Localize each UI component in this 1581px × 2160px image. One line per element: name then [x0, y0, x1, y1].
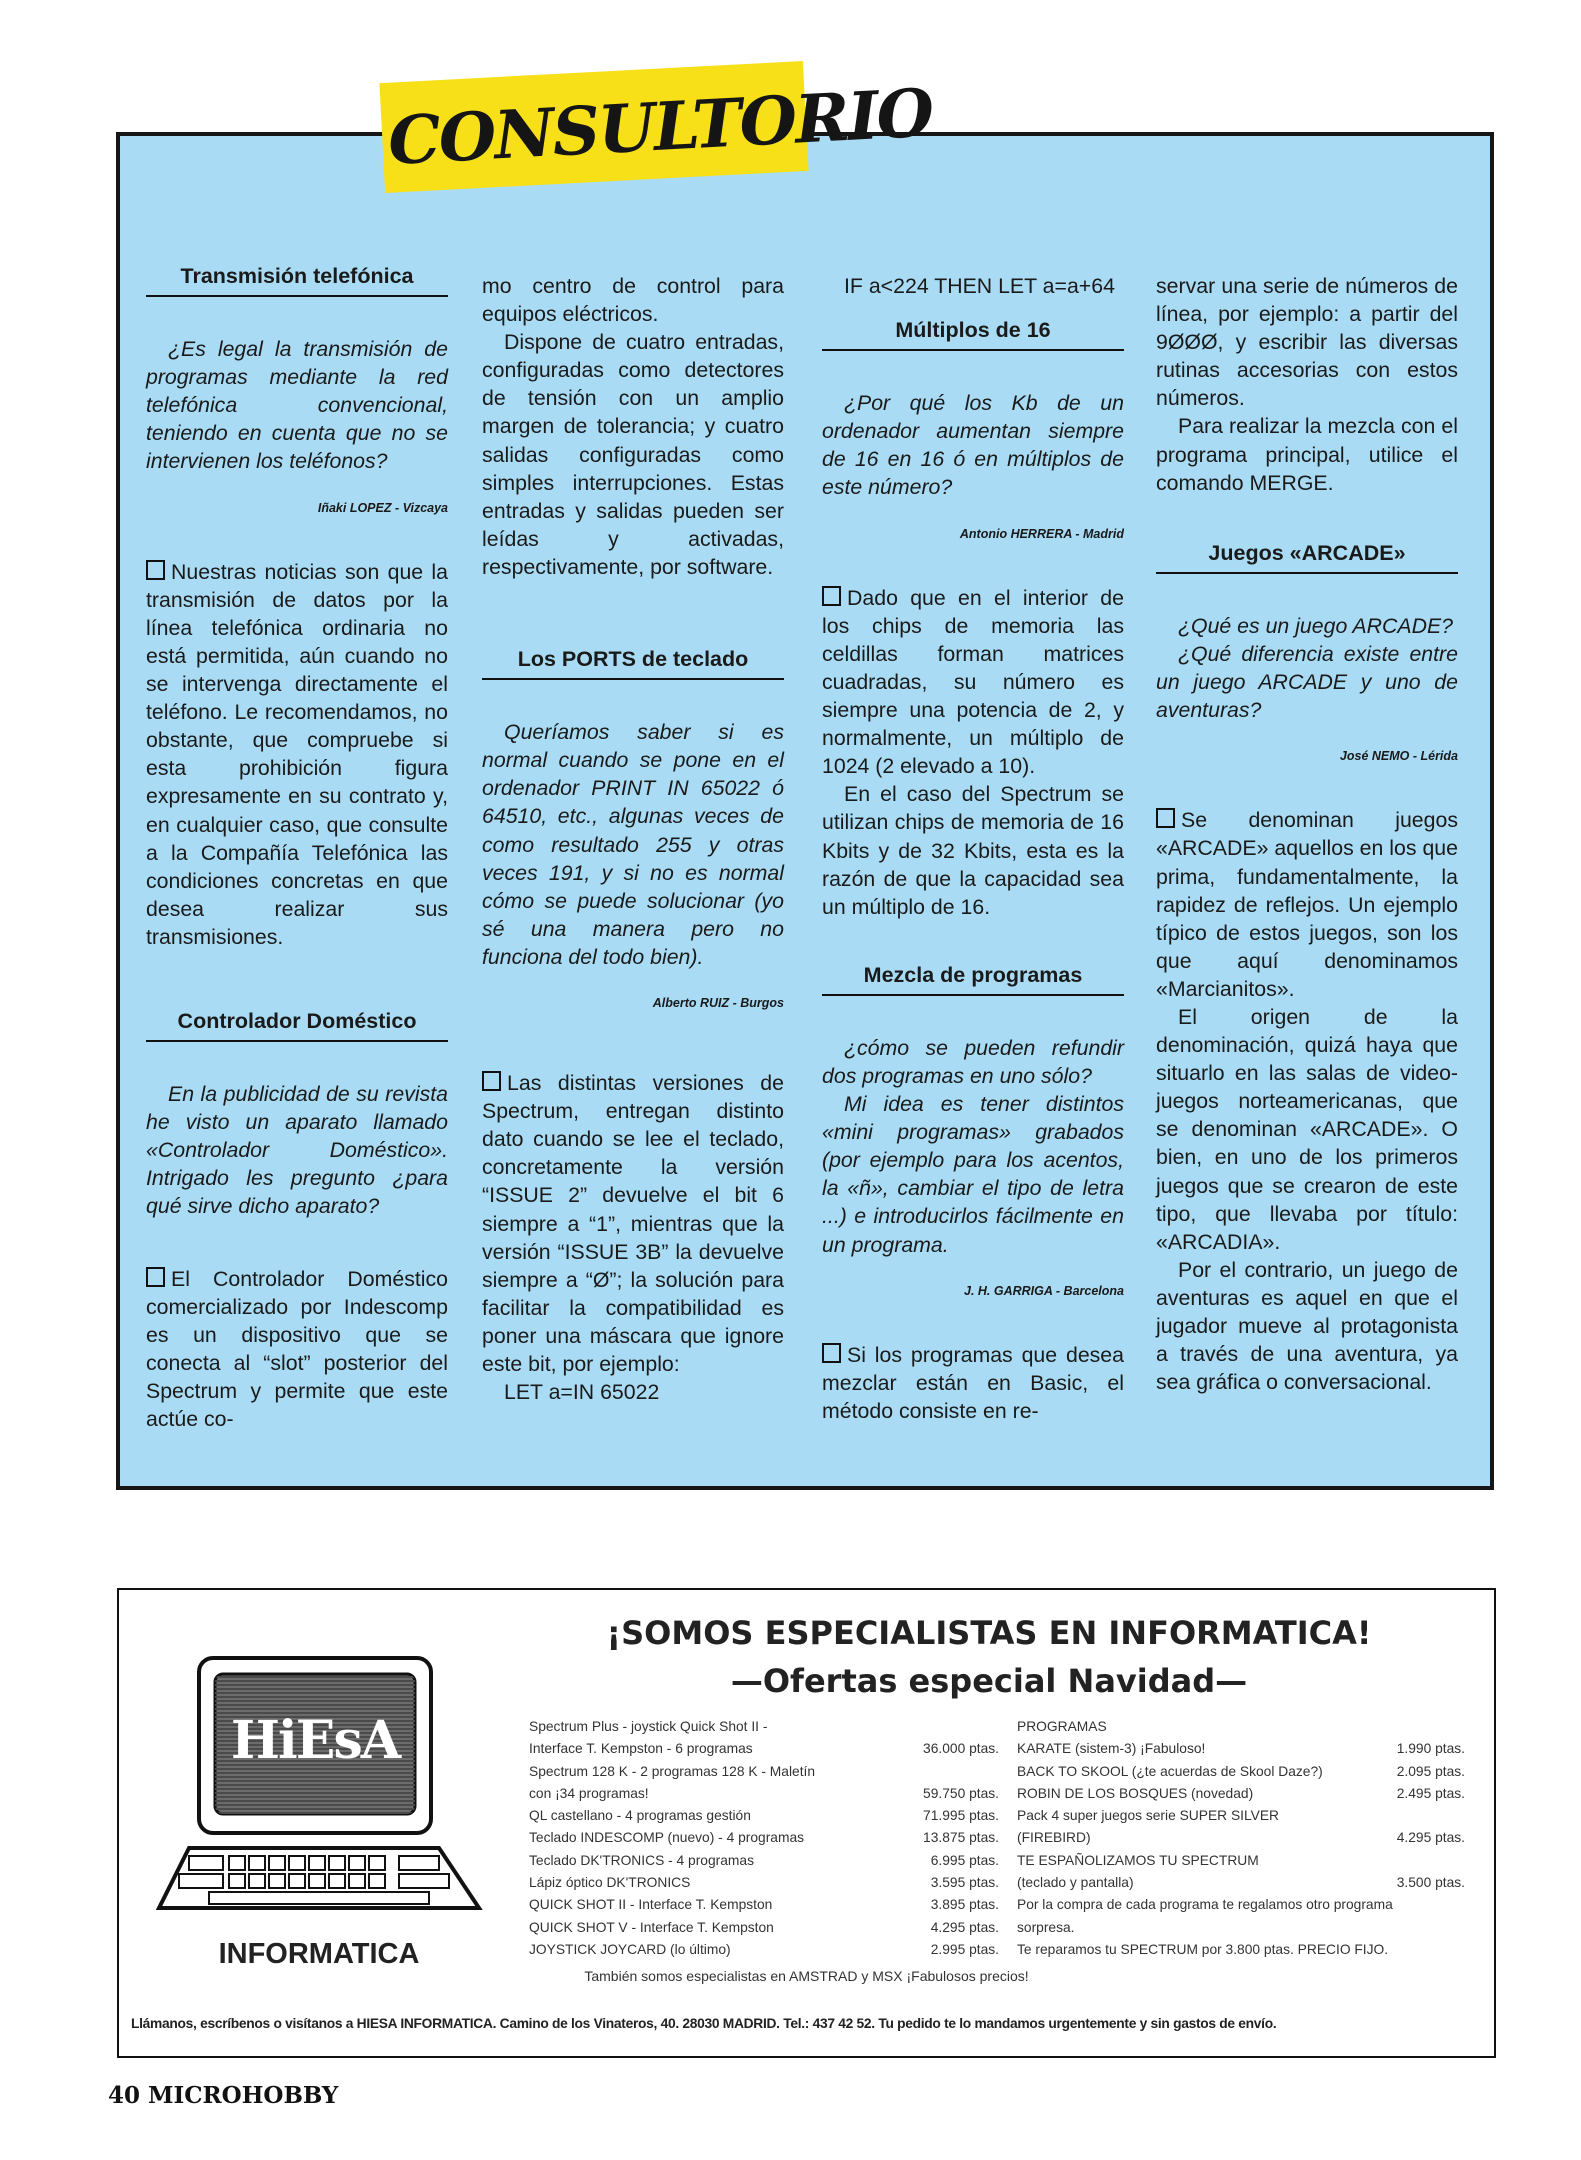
software-offers-list [1017, 1716, 1465, 1961]
offer-price: 2.095 ptas. [1396, 1763, 1465, 1779]
offer-row [1017, 1805, 1465, 1827]
offer-text: PROGRAMAS [1017, 1719, 1107, 1734]
offer-text: Teclado INDESCOMP (nuevo) - 4 programas [529, 1830, 805, 1846]
offer-text: sorpresa. [1017, 1919, 1075, 1935]
answer-text: Para realizar la mezcla con el programa principal, utilice el comando MERGE. [1156, 414, 1458, 495]
offer-row [1017, 1939, 1465, 1961]
answer-box-icon [822, 586, 841, 606]
answer-box-icon [146, 560, 165, 580]
answer-text: Nuestras noticias son que la transmisión de datos por la línea telefónica ordinaria no está permitida, aún cuando no se intervenga directamente el teléfono. Le recomendamos, no obstante, que compruebe si esta prohibición figura expresamente en su contrato y, en cualquier caso, que consulte a la Compañía Telefónica las condiciones concretas en que desea realizar sus transmisiones. [146, 559, 448, 949]
offer-row [529, 1872, 999, 1894]
question-text: ¿Por qué los Kb de un ordenador aumentan siempre de 16 en 16 ó en múltiplos de este número? [822, 391, 1124, 500]
ad-headline: ¡SOMOS ESPECIALISTAS EN INFORMATICA! [606, 1614, 1372, 1652]
offer-price: 6.995 ptas. [930, 1852, 999, 1868]
question-signature: Iñaki LOPEZ - Vizcaya [317, 500, 448, 515]
offer-row [1017, 1872, 1465, 1894]
answer-text: servar una serie de números de línea, por ejemplo: a partir del 9ØØØ, y escribir las diversas rutinas accesorias con estos números. [1156, 274, 1458, 411]
offer-row [529, 1827, 999, 1849]
offer-price: 3.895 ptas. [930, 1897, 999, 1913]
question-text: Queríamos saber si es normal cuando se pone en el ordenador PRINT IN 65022 ó 64510, etc., algunas veces de como resultado 255 y otras veces 191, y si no es normal cómo se puede solucionar (yo sé una manera pero no funciona del todo bien). [482, 720, 784, 969]
offer-row [529, 1917, 999, 1939]
ad-also-line: También somos especialistas en AMSTRAD y MSX ¡Fabulosos precios! [584, 1968, 1029, 1984]
offer-text: QUICK SHOT V - Interface T. Kempston [529, 1919, 774, 1935]
offer-price: 71.995 ptas. [923, 1808, 999, 1824]
offer-text: BACK TO SKOOL (¿te acuerdas de Skool Daze?) [1017, 1763, 1323, 1779]
question-text: En la publicidad de su revista he visto un aparato llamado «Controlador Doméstico». Intrigado les pregunto ¿para qué sirve dicho aparato? [146, 1082, 448, 1219]
answer-text: El Controlador Doméstico comercializado por Indescomp es un dispositivo que se conecta al “slot” posterior del Spectrum y permite que este actúe co- [146, 1266, 448, 1431]
brand-subtitle: INFORMATICA [218, 1938, 420, 1970]
offer-text: Por la compra de cada programa te regalamos otro programa [1017, 1897, 1393, 1913]
answer-text: Las distintas versiones de Spectrum, entregan distinto dato cuando se lee el teclado, concretamente la versión “ISSUE 2” devuelve el bit 6 siempre a “1”, mientras que la versión “ISSUE 3B” la devuelve siempre a “Ø”; la solución para facilitar la compatibilidad es poner una máscara que ignore este bit, por ejemplo: [482, 1071, 784, 1376]
offer-row [1017, 1917, 1465, 1939]
offer-row [529, 1738, 999, 1760]
answer-text: Por el contrario, un juego de aventuras es aquel en que el jugador mueve al protagonista a través de una aventura, ya sea gráfica o conversacional. [1156, 1257, 1458, 1395]
section-tag-title: CONSULTORIO [386, 73, 935, 180]
hardware-offers-list [529, 1716, 999, 1961]
section-title: Múltiplos de 16 [822, 316, 1124, 351]
question-text: ¿cómo se pueden refundir dos programas en uno sólo? [822, 1035, 1124, 1088]
offer-text: Lápiz óptico DK'TRONICS [529, 1875, 691, 1891]
offer-price: 2.995 ptas. [930, 1941, 999, 1957]
offer-row [1017, 1738, 1465, 1760]
section-title: Controlador Doméstico [146, 1007, 448, 1042]
offer-price: 4.295 ptas. [930, 1919, 999, 1935]
question-text: ¿Es legal la transmisión de programas mediante la red telefónica convencional, teniendo en cuenta que no se intervienen los teléfonos? [146, 337, 448, 474]
offer-text: Spectrum 128 K - 2 programas 128 K - Maletín [529, 1763, 816, 1779]
question-text: Mi idea es tener distintos «mini programas» grabados (por ejemplo para los acentos, la «ñ», cambiar el tipo de letra ...) e introducirlos fácilmente en un programa. [822, 1092, 1124, 1257]
column-4 [1156, 272, 1458, 1396]
offer-row [1017, 1716, 1465, 1738]
offer-row [1017, 1894, 1465, 1916]
question-signature: José NEMO - Lérida [1339, 749, 1458, 764]
answer-text: En el caso del Spectrum se utilizan chips de memoria de 16 Kbits y de 32 Kbits, esta es la razón de que la capacidad sea un múltiplo de 16. [822, 782, 1124, 919]
offer-text: Pack 4 super juegos serie SUPER SILVER [1017, 1808, 1280, 1824]
code-line: LET a=IN 65022 [504, 1380, 660, 1405]
offer-row [1017, 1827, 1465, 1849]
offer-text: KARATE (sistem-3) ¡Fabuloso! [1017, 1741, 1206, 1757]
column-1 [146, 250, 448, 1433]
offer-text: (teclado y pantalla) [1017, 1875, 1134, 1891]
column-2 [482, 272, 784, 1406]
answer-text: El origen de la denominación, quizá haya que situarlo en las salas de video-juegos norteamericanas, que se denominan «ARCADE». O bien, en uno de los primeros juegos que se crearon de este tipo, que llevaba por título: «ARCADIA». [1156, 1004, 1458, 1254]
answer-text: Dado que en el interior de los chips de memoria las celdillas forman matrices cuadradas, su número es siempre una potencia de 2, y normalmente, un múltiplo de 1024 (2 elevado a 10). [822, 585, 1124, 779]
offer-row [529, 1805, 999, 1827]
offer-row [529, 1939, 999, 1961]
offer-row [529, 1783, 999, 1805]
answer-box-icon [822, 1343, 841, 1363]
offer-text: JOYSTICK JOYCARD (lo último) [529, 1941, 731, 1957]
answer-text: mo centro de control para equipos eléctricos. [482, 274, 784, 327]
ad-contact-line: Llámanos, escríbenos o visítanos a HIESA INFORMATICA. Camino de los Vinateros, 40. 28030 MADRID. Tel.: 437 42 52. Tu pedido te lo mandamos urgentemente y sin gastos de envío. [131, 2016, 1277, 2031]
answer-box-icon [146, 1267, 165, 1287]
hiesa-advertisement [117, 1588, 1496, 2058]
offer-row [1017, 1850, 1465, 1872]
hiesa-logo: HiEsA [230, 1710, 400, 1771]
answer-text: Si los programas que desea mezclar están en Basic, el método consiste en re- [822, 1342, 1124, 1423]
answer-text: Se denominan juegos «ARCADE» aquellos en los que prima, fundamentalmente, la rapidez de reflejos. Un ejemplo típico de estos juegos, son los que aquí denominamos «Marcianitos». [1156, 808, 1458, 1001]
offer-text: Te reparamos tu SPECTRUM por 3.800 ptas. PRECIO FIJO. [1017, 1941, 1389, 1957]
ad-subheadline: —Ofertas especial Navidad— [730, 1662, 1248, 1700]
section-title: Juegos «ARCADE» [1156, 539, 1458, 574]
offer-price: 1.990 ptas. [1396, 1741, 1465, 1757]
offer-price: 2.495 ptas. [1396, 1785, 1465, 1801]
offer-text: (FIREBIRD) [1017, 1830, 1091, 1846]
offer-row [529, 1761, 999, 1783]
offer-price: 36.000 ptas. [923, 1741, 999, 1757]
answer-box-icon [1156, 808, 1175, 828]
section-title: Transmisión telefónica [146, 262, 448, 297]
computer-icon [149, 1648, 489, 1948]
offer-text: QL castellano - 4 programas gestión [529, 1808, 751, 1824]
column-3 [822, 272, 1124, 1425]
offer-row [1017, 1761, 1465, 1783]
offer-text: TE ESPAÑOLIZAMOS TU SPECTRUM [1017, 1852, 1259, 1868]
offer-text: Spectrum Plus - joystick Quick Shot II - [529, 1719, 768, 1734]
offer-row [1017, 1783, 1465, 1805]
question-text: ¿Qué diferencia existe entre un juego ARCADE y uno de aventuras? [1156, 641, 1458, 723]
section-title: Mezcla de programas [822, 961, 1124, 996]
offer-row [529, 1716, 999, 1738]
page-footer: 40 MICROHOBBY [108, 2082, 339, 2109]
offer-price: 4.295 ptas. [1396, 1830, 1465, 1846]
offer-price: 13.875 ptas. [923, 1830, 999, 1846]
question-signature: Alberto RUIZ - Burgos [652, 995, 784, 1010]
offer-price: 3.595 ptas. [930, 1875, 999, 1891]
offer-text: con ¡34 programas! [529, 1785, 649, 1801]
offer-text: ROBIN DE LOS BOSQUES (novedad) [1017, 1785, 1254, 1801]
offer-row [529, 1894, 999, 1916]
question-signature: J. H. GARRIGA - Barcelona [964, 1283, 1124, 1298]
code-line: IF a<224 THEN LET a=a+64 [844, 274, 1115, 298]
offer-text: Interface T. Kempston - 6 programas [529, 1741, 753, 1757]
section-title: Los PORTS de teclado [482, 645, 784, 680]
question-signature: Antonio HERRERA - Madrid [959, 526, 1124, 541]
offer-price: 3.500 ptas. [1396, 1875, 1465, 1891]
answer-text: Dispone de cuatro entradas, configuradas como detectores de tensión con un amplio margen de tolerancia; y cuatro salidas configuradas como simples interrupciones. Estas entradas y salidas pueden ser leídas y activadas, respectivamente, por software. [482, 330, 784, 579]
offer-text: Teclado DK'TRONICS - 4 programas [529, 1852, 754, 1868]
offer-row [529, 1850, 999, 1872]
offer-text: QUICK SHOT II - Interface T. Kempston [529, 1897, 773, 1913]
question-text: ¿Qué es un juego ARCADE? [1178, 613, 1454, 638]
answer-box-icon [482, 1071, 501, 1091]
offer-price: 59.750 ptas. [923, 1785, 999, 1801]
